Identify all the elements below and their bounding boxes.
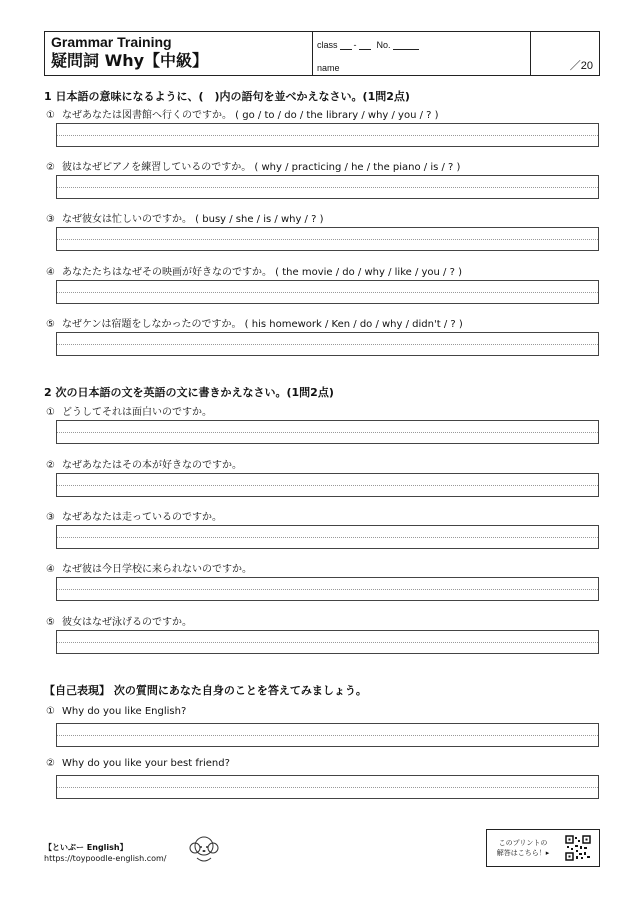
answer-lines-1-1[interactable] — [56, 123, 599, 147]
question-text: なぜあなたは図書館へ行くのですか。 ( go / to / do / the library / why / you / ? ) — [62, 110, 439, 121]
question-number: ① — [46, 706, 55, 717]
question-1-4 — [46, 263, 462, 278]
question-number: ② — [46, 758, 55, 769]
class-blank[interactable] — [340, 41, 352, 50]
section-2-title: 2 次の日本語の文を英語の文に書きかえなさい。(1問2点) — [44, 386, 334, 399]
student-info-cell — [313, 32, 531, 75]
answer-lines-3-1[interactable] — [56, 723, 599, 747]
question-text: なぜあなたは走っているのですか。 — [62, 512, 222, 523]
question-number: ③ — [46, 512, 55, 523]
answer-line-1: このプリントの — [498, 839, 548, 847]
answer-lines-1-4[interactable] — [56, 280, 599, 304]
answer-line-2: 解答はこちら！▸ — [496, 849, 550, 857]
question-2-1 — [46, 403, 212, 418]
class-blank-2[interactable] — [359, 41, 371, 50]
brand-url[interactable]: https://toypoodle-english.com/ — [44, 854, 167, 863]
answer-lines-1-5[interactable] — [56, 332, 599, 356]
question-3-2 — [46, 758, 230, 769]
answer-lines-1-2[interactable] — [56, 175, 599, 199]
question-1-2 — [46, 158, 460, 173]
name-label: name — [317, 63, 340, 73]
question-number: ③ — [46, 214, 55, 225]
no-blank[interactable] — [393, 41, 419, 50]
question-number: ① — [46, 110, 55, 121]
question-3-1 — [46, 706, 186, 717]
class-dash: - — [353, 40, 357, 50]
answer-lines-2-5[interactable] — [56, 630, 599, 654]
question-text: なぜ彼は今日学校に来られないのですか。 — [62, 564, 252, 575]
question-number: ④ — [46, 267, 55, 278]
answer-lines-2-4[interactable] — [56, 577, 599, 601]
question-text: 彼はなぜピアノを練習しているのですか。 ( why / practicing / he / the piano / is / ? ) — [62, 162, 461, 173]
question-1-1 — [46, 106, 439, 121]
answer-link-text — [487, 838, 559, 858]
toy-poodle-icon — [184, 832, 224, 866]
answer-lines-2-3[interactable] — [56, 525, 599, 549]
section-3-title: 【自己表現】 次の質問にあなた自身のことを答えてみましょう。 — [44, 684, 367, 697]
question-text: 彼女はなぜ泳げるのですか。 — [62, 617, 192, 628]
section-1-title: 1 日本語の意味になるように、( )内の語句を並べかえなさい。(1問2点) — [44, 90, 410, 103]
answer-lines-2-2[interactable] — [56, 473, 599, 497]
question-2-4 — [46, 560, 252, 575]
question-number: ⑤ — [46, 319, 55, 330]
question-text: Why do you like your best friend? — [62, 758, 230, 769]
question-text: あなたたちはなぜその映画が好きなのですか。 ( the movie / do / why / like / you / ? ) — [62, 267, 462, 278]
no-label: No. — [376, 40, 391, 50]
question-text: なぜあなたはその本が好きなのですか。 — [62, 460, 242, 471]
class-number-line — [317, 40, 419, 50]
worksheet-header — [44, 31, 600, 76]
score-total: ／20 — [569, 60, 593, 72]
answer-lines-3-2[interactable] — [56, 775, 599, 799]
question-number: ⑤ — [46, 617, 55, 628]
question-1-3 — [46, 210, 324, 225]
question-text: Why do you like English? — [62, 706, 187, 717]
question-number: ② — [46, 162, 55, 173]
answer-lines-1-3[interactable] — [56, 227, 599, 251]
question-1-5 — [46, 315, 463, 330]
qr-code-icon[interactable] — [565, 835, 591, 861]
question-number: ① — [46, 407, 55, 418]
question-text: なぜケンは宿題をしなかったのですか。 ( his homework / Ken / do / why / didn't / ? ) — [62, 319, 463, 330]
question-text: なぜ彼女は忙しいのですか。 ( busy / she / is / why / ? ) — [62, 214, 324, 225]
class-label: class — [317, 40, 338, 50]
footer-brand — [44, 842, 167, 864]
question-number: ② — [46, 460, 55, 471]
title-japanese: 疑問詞 Why【中級】 — [51, 51, 209, 70]
answer-lines-2-1[interactable] — [56, 420, 599, 444]
question-text: どうしてそれは面白いのですか。 — [62, 407, 212, 418]
title-english: Grammar Training — [51, 34, 172, 50]
title-cell — [45, 32, 313, 75]
question-2-3 — [46, 508, 222, 523]
answer-link-box[interactable] — [486, 829, 600, 867]
question-2-5 — [46, 613, 192, 628]
brand-name: 【といぷー English】 — [44, 843, 128, 852]
score-cell[interactable] — [531, 32, 599, 75]
question-2-2 — [46, 456, 242, 471]
question-number: ④ — [46, 564, 55, 575]
